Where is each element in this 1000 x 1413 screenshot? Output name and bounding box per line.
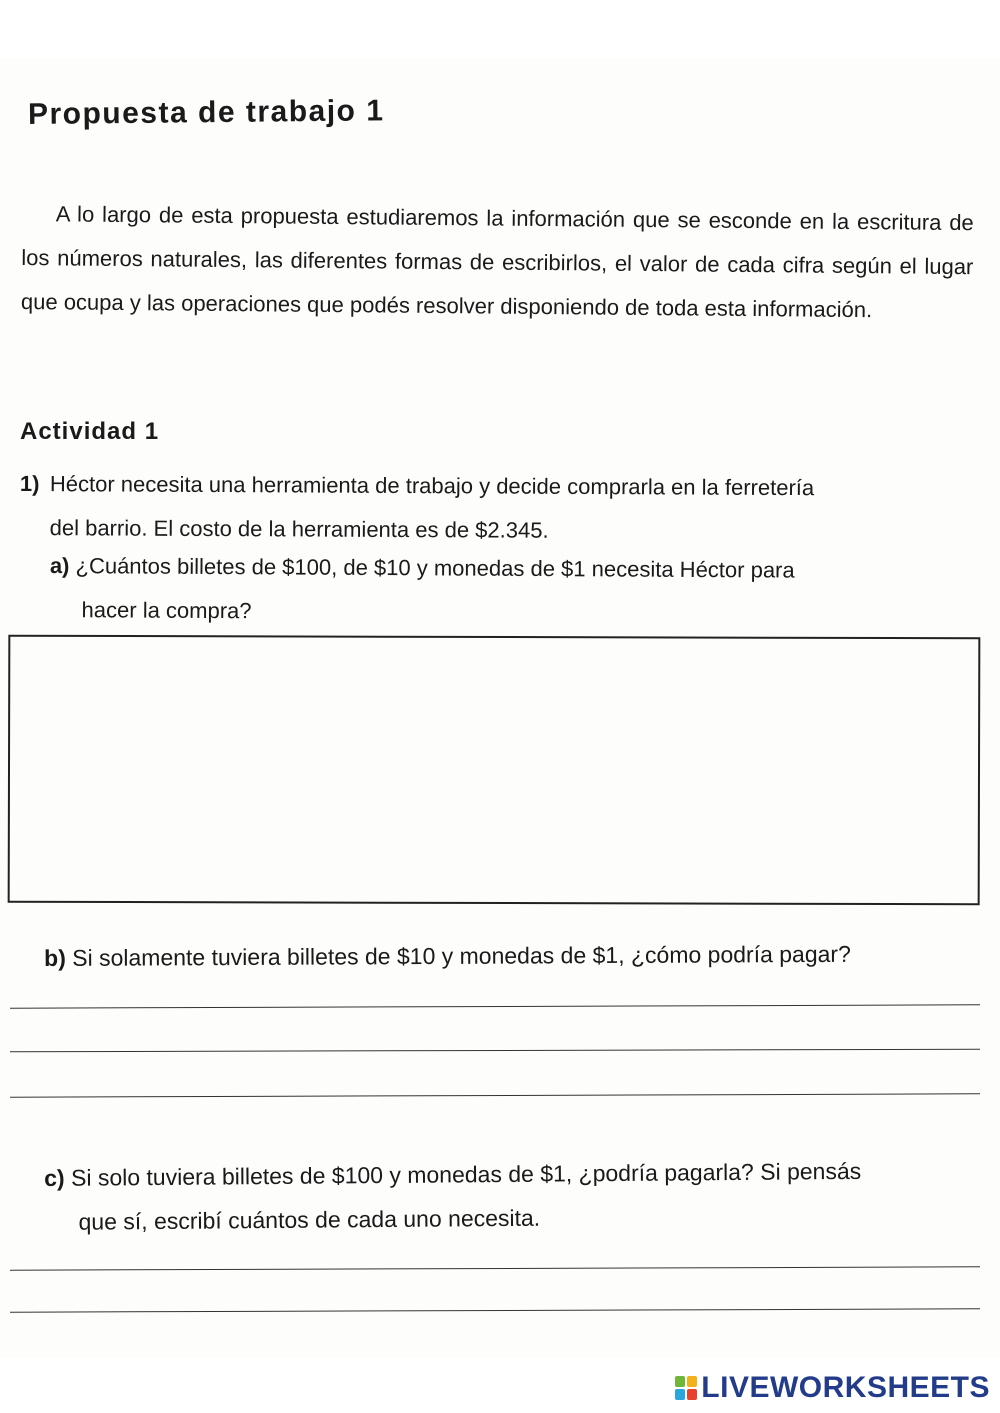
question-1 [20,462,975,555]
logo-text: LIVEWORKSHEETS [701,1371,990,1404]
part-c-text-line-1: Si solo tuviera billetes de $100 y monedas de $1, ¿podría pagarla? Si pensás [70,1157,862,1191]
page-title: Propuesta de trabajo 1 [27,94,385,131]
liveworksheets-logo [675,1371,990,1405]
logo-square-2 [687,1376,697,1387]
question-text-line-2: del barrio. El costo de la herramienta es de $2.345. [49,515,549,543]
question-text-line-1: Héctor necesita una herramienta de trabajo y decide comprarla en la ferretería [49,471,815,501]
part-a-label: a) [49,552,70,579]
answer-box-a[interactable] [8,635,981,906]
part-a [49,544,978,638]
question-number: 1) [19,470,40,497]
part-b [44,931,984,980]
part-a-text-line-1: ¿Cuántos billetes de $100, de $10 y monedas de $1 necesita Héctor para [75,553,795,583]
logo-square-1 [675,1376,685,1387]
part-b-label: b) [44,944,66,971]
part-c [44,1148,985,1244]
part-c-text-line-2: que sí, escribí cuántos de cada uno necesita. [78,1204,541,1235]
part-c-label: c) [44,1164,65,1191]
part-b-text: Si solamente tuviera billetes de $10 y monedas de $1, ¿cómo podría pagar? [72,940,851,971]
logo-mark-icon [675,1376,697,1400]
intro-paragraph: A lo largo de esta propuesta estudiaremos la información que se esconde en la escritura de los números naturales, las diferentes formas de escribirlos, el valor de cada cifra según el lugar que ocupa y las operaciones que podés resolver disponiendo de toda esta información. [20,201,974,323]
activity-heading: Actividad 1 [20,418,160,445]
logo-square-3 [675,1389,685,1400]
part-a-text-line-2: hacer la compra? [81,597,252,624]
logo-square-4 [687,1389,697,1400]
